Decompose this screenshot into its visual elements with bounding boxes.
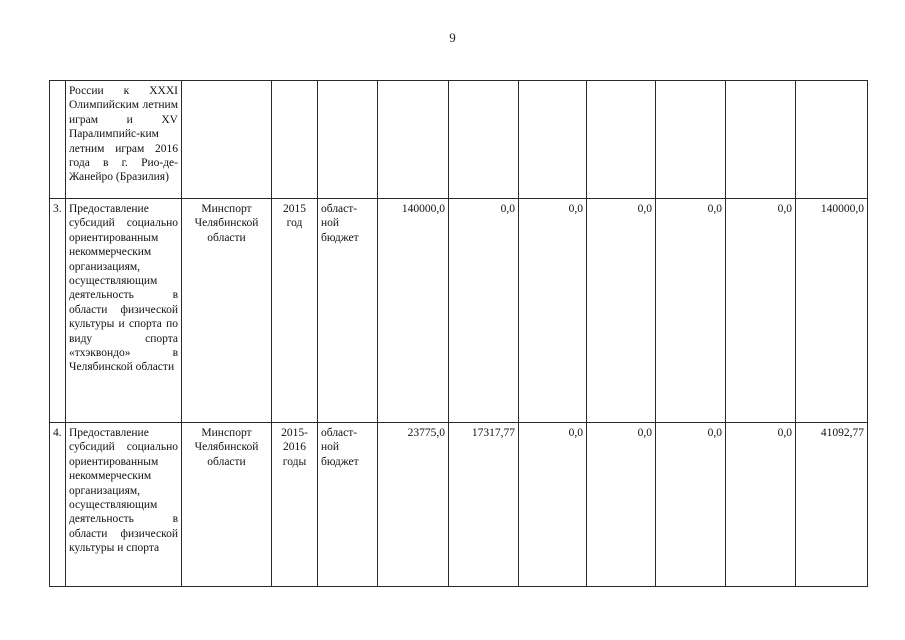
funding-source (318, 81, 378, 199)
program-table (49, 80, 868, 587)
executor: Минспорт Челябинской области (182, 423, 272, 587)
row-number: 3. (50, 199, 66, 423)
table-row (50, 423, 868, 587)
value-cell: 0,0 (656, 423, 726, 587)
value-cell: 0,0 (587, 199, 656, 423)
value-cell: 0,0 (726, 423, 796, 587)
value-cell (726, 81, 796, 199)
table-row (50, 199, 868, 423)
funding-source: област-ной бюджет (318, 199, 378, 423)
period: 2015-2016 годы (272, 423, 318, 587)
value-cell: 17317,77 (449, 423, 519, 587)
value-cell (587, 81, 656, 199)
value-cell: 0,0 (587, 423, 656, 587)
value-cell: 0,0 (519, 199, 587, 423)
value-cell: 0,0 (449, 199, 519, 423)
row-number: 4. (50, 423, 66, 587)
total-cell (796, 81, 868, 199)
value-cell: 0,0 (656, 199, 726, 423)
row-number (50, 81, 66, 199)
value-cell: 0,0 (726, 199, 796, 423)
period (272, 81, 318, 199)
table-row (50, 81, 868, 199)
value-cell (378, 81, 449, 199)
value-cell (449, 81, 519, 199)
value-cell: 140000,0 (378, 199, 449, 423)
funding-source: област-ной бюджет (318, 423, 378, 587)
executor (182, 81, 272, 199)
page-number: 9 (449, 30, 456, 45)
executor: Минспорт Челябинской области (182, 199, 272, 423)
value-cell: 0,0 (519, 423, 587, 587)
period: 2015 год (272, 199, 318, 423)
total-cell: 41092,77 (796, 423, 868, 587)
total-cell: 140000,0 (796, 199, 868, 423)
value-cell (656, 81, 726, 199)
measure-name: Предоставление субсидий социально ориентированным некоммерческим организациям, осуществляющим деятельность в области физической культуры и спорта по виду спорта «тхэквондо» в Челябинской области (66, 199, 182, 423)
value-cell (519, 81, 587, 199)
value-cell: 23775,0 (378, 423, 449, 587)
measure-name: России к XXXI Олимпийским летним играм и XV Паралимпийс-ким летним играм 2016 года в г. Рио-де-Жанейро (Бразилия) (66, 81, 182, 199)
measure-name: Предоставление субсидий социально ориентированным некоммерческим организациям, осуществляющим деятельность в области физической культуры и спорта (66, 423, 182, 587)
